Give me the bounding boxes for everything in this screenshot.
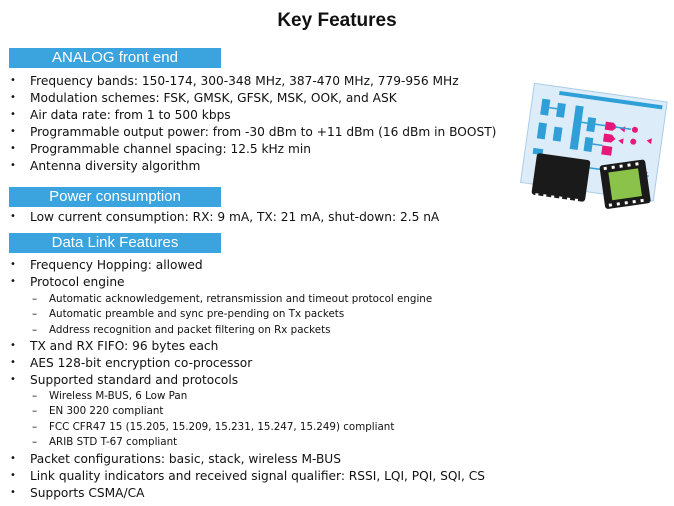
chip-block-diagram-image [512, 78, 672, 218]
page-title: Key Features [277, 10, 397, 31]
chip-icon [531, 153, 590, 203]
section-header-data-link: Data Link Features [9, 233, 221, 253]
section-header-power: Power consumption [9, 187, 221, 207]
chip-pinout-icon [599, 159, 651, 209]
section-header-analog: ANALOG front end [9, 48, 221, 68]
